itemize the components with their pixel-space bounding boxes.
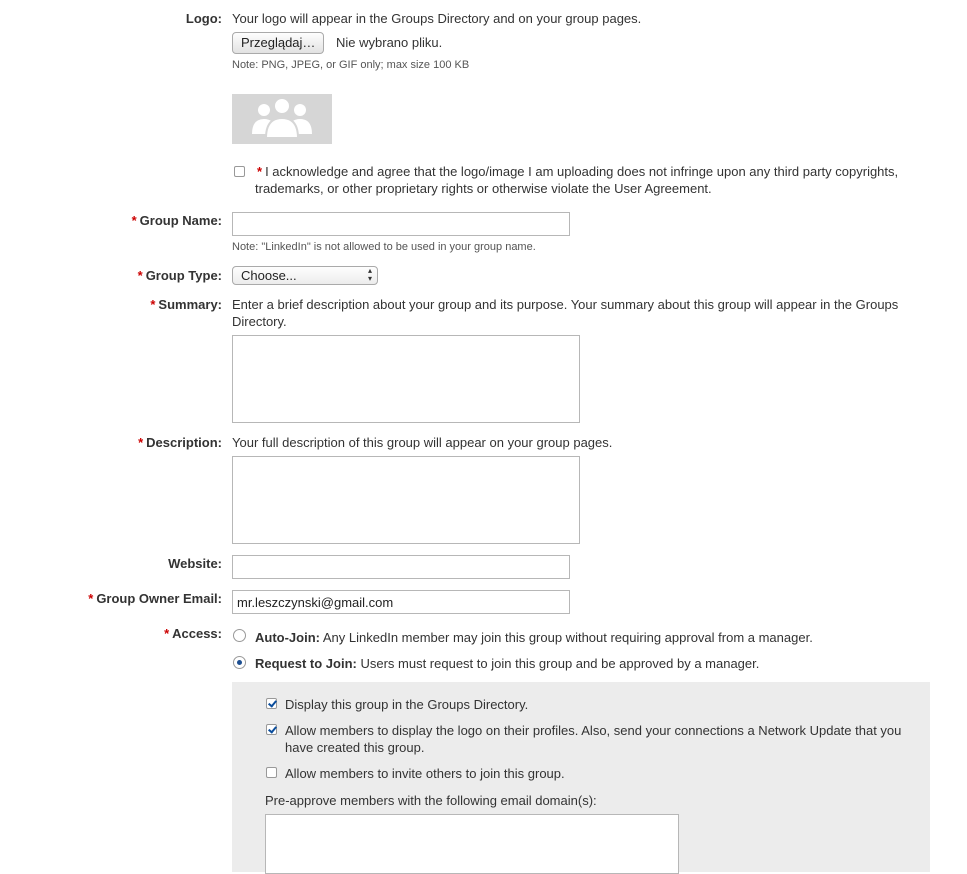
auto-join-radio[interactable] [233,629,246,642]
summary-textarea[interactable] [232,335,580,423]
description-label: * Description: [138,435,222,450]
description-help: Your full description of this group will appear on your group pages. [232,435,613,450]
allow-invite-label: Allow members to invite others to join this group. [285,766,565,781]
allow-logo-checkbox[interactable] [266,724,277,735]
summary-help-line2: Directory. [232,314,287,329]
preapprove-textarea[interactable] [265,814,679,874]
required-mark: * [257,164,263,179]
request-to-join-title: Request to Join: [255,656,357,671]
allow-invite-checkbox[interactable] [266,767,277,778]
group-name-note: Note: "LinkedIn" is not allowed to be used in your group name. [232,241,536,253]
logo-description: Your logo will appear in the Groups Directory and on your group pages. [232,11,642,26]
display-directory-label: Display this group in the Groups Directory. [285,697,529,712]
group-placeholder-icon [232,94,332,144]
access-label: * Access: [164,626,222,641]
select-arrows-icon: ▴ ▾ [367,266,372,283]
display-directory-checkbox[interactable] [266,698,277,709]
browse-button[interactable]: Przeglądaj… [232,32,324,54]
auto-join-option [255,630,813,645]
owner-email-label: * Group Owner Email: [88,591,222,606]
acknowledge-line2: trademarks, or other proprietary rights or otherwise violate the User Agreement. [255,181,712,196]
owner-email-input[interactable] [232,590,570,614]
group-type-select[interactable] [232,266,378,285]
website-input[interactable] [232,555,570,579]
group-name-label: * Group Name: [131,213,222,228]
allow-logo-line1: Allow members to display the logo on their profiles. Also, send your connections a Network Update that you [285,723,902,738]
preapprove-label: Pre-approve members with the following email domain(s): [265,793,597,808]
request-to-join-text: Users must request to join this group and be approved by a manager. [360,656,760,671]
summary-label: * Summary: [150,297,222,312]
auto-join-title: Auto-Join: [255,630,320,645]
auto-join-text: Any LinkedIn member may join this group without requiring approval from a manager. [322,630,813,645]
logo-label: Logo: [185,11,222,26]
acknowledge-checkbox[interactable] [234,166,245,177]
group-type-selected: Choose... [241,268,297,283]
website-label: Website: [168,556,222,571]
group-name-input[interactable] [232,212,570,236]
acknowledge-line1: I acknowledge and agree that the logo/image I am uploading does not infringe upon any third party copyrights, [265,164,899,179]
request-to-join-option [255,656,759,671]
file-status: Nie wybrano pliku. [336,35,443,50]
group-type-label: * Group Type: [137,268,222,283]
summary-help-line1: Enter a brief description about your group and its purpose. Your summary about this group will appear in the Groups [232,297,899,312]
allow-logo-line2: have created this group. [285,740,425,755]
acknowledge-text [257,164,898,179]
description-textarea[interactable] [232,456,580,544]
request-to-join-radio[interactable] [233,656,246,669]
logo-note: Note: PNG, JPEG, or GIF only; max size 100 KB [232,59,470,71]
